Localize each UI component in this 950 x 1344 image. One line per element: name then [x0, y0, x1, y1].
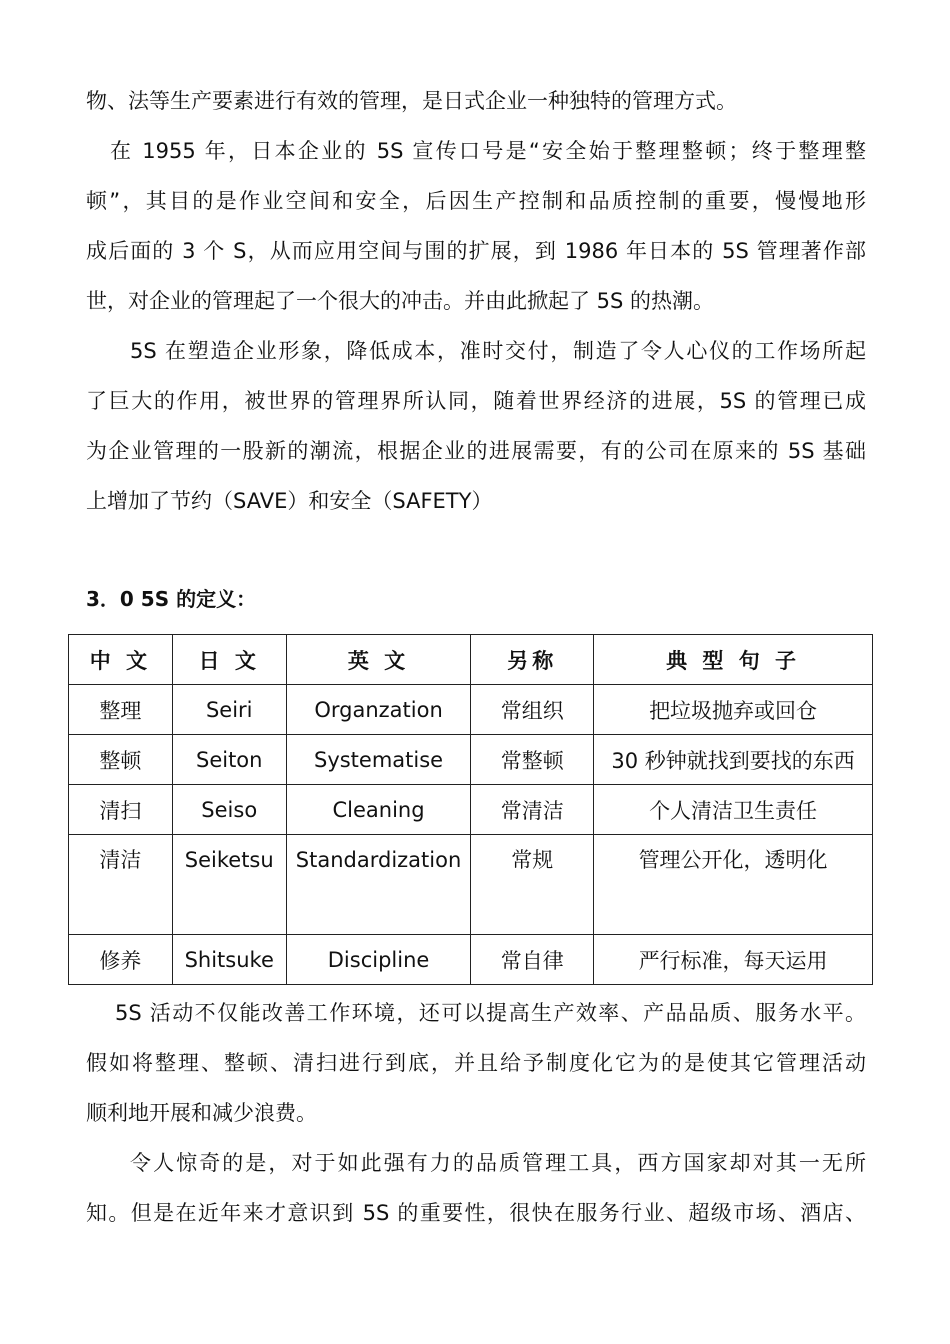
- cell-japanese: Seiketsu: [184, 848, 274, 872]
- cell-chinese: 整理: [69, 685, 173, 735]
- header-english: 英 文: [286, 635, 471, 685]
- cell-chinese: 修养: [69, 935, 173, 985]
- body-text-line: 知。但是在近年来才意识到 5S 的重要性，很快在服务行业、超级市场、酒店、: [86, 1201, 866, 1225]
- cell-sentence-wrap: [594, 835, 873, 935]
- body-text-line: 令人惊奇的是，对于如此强有力的品质管理工具，西方国家却对其一无所: [130, 1151, 866, 1175]
- definition-table: [68, 634, 873, 985]
- cell-english: Cleaning: [286, 785, 471, 835]
- cell-alias: 常自律: [471, 935, 594, 985]
- body-text-line: 假如将整理、整顿、清扫进行到底，并且给予制度化它为的是使其它管理活动: [86, 1051, 866, 1075]
- table-row: [69, 685, 873, 735]
- table-row: [69, 785, 873, 835]
- body-text-line: 顺利地开展和减少浪费。: [86, 1101, 317, 1125]
- cell-chinese: 整顿: [69, 735, 173, 785]
- cell-japanese: Seiso: [172, 785, 286, 835]
- header-typical-sentence: 典 型 句 子: [594, 635, 873, 685]
- body-text-line: 顿”，其目的是作业空间和安全，后因生产控制和品质控制的重要，慢慢地形: [86, 189, 866, 213]
- body-text-line: 成后面的 3 个 S，从而应用空间与围的扩展，到 1986 年日本的 5S 管理著作部: [86, 239, 866, 263]
- cell-alias-wrap: [471, 835, 594, 935]
- cell-alias: 常规: [511, 848, 554, 872]
- table-row: [69, 935, 873, 985]
- cell-sentence: 30 秒钟就找到要找的东西: [594, 735, 873, 785]
- body-text-line: 了巨大的作用，被世界的管理界所认同，随着世界经济的进展，5S 的管理已成: [86, 389, 866, 413]
- cell-japanese: Seiri: [172, 685, 286, 735]
- cell-sentence: 把垃圾抛弃或回仓: [594, 685, 873, 735]
- cell-japanese-wrap: [172, 835, 286, 935]
- cell-alias: 常整顿: [471, 735, 594, 785]
- cell-alias: 常清洁: [471, 785, 594, 835]
- cell-sentence: 严行标准，每天运用: [594, 935, 873, 985]
- cell-chinese-wrap: [69, 835, 173, 935]
- body-text-line: 5S 在塑造企业形象，降低成本，准时交付，制造了令人心仪的工作场所起: [130, 339, 866, 363]
- cell-english: Standardization: [286, 835, 471, 935]
- cell-english: Systematise: [286, 735, 471, 785]
- table-row: [69, 835, 873, 935]
- body-text-line: 5S 活动不仅能改善工作环境，还可以提高生产效率、产品品质、服务水平。: [115, 1001, 866, 1025]
- table-header-row: [69, 635, 873, 685]
- cell-alias: 常组织: [471, 685, 594, 735]
- body-text-line: 在 1955 年，日本企业的 5S 宣传口号是“安全始于整理整顿；终于整理整: [110, 139, 866, 163]
- body-text-line: 物、法等生产要素进行有效的管理，是日式企业一种独特的管理方式。: [86, 89, 737, 113]
- body-text-line: 上增加了节约（SAVE）和安全（SAFETY）: [86, 489, 493, 513]
- header-japanese: 日 文: [172, 635, 286, 685]
- cell-sentence: 管理公开化，透明化: [638, 848, 828, 872]
- body-text-line: 世，对企业的管理起了一个很大的冲击。并由此掀起了 5S 的热潮。: [86, 289, 715, 313]
- cell-japanese: Shitsuke: [172, 935, 286, 985]
- cell-english: Discipline: [286, 935, 471, 985]
- header-chinese: 中 文: [69, 635, 173, 685]
- cell-chinese: 清扫: [69, 785, 173, 835]
- section-heading: 3．0 5S 的定义：: [86, 587, 257, 611]
- cell-chinese: 清洁: [99, 848, 142, 872]
- body-text-line: 为企业管理的一股新的潮流，根据企业的进展需要，有的公司在原来的 5S 基础: [86, 439, 866, 463]
- header-alias: 另称: [471, 635, 594, 685]
- cell-japanese: Seiton: [172, 735, 286, 785]
- cell-english: Organzation: [286, 685, 471, 735]
- cell-sentence: 个人清洁卫生责任: [594, 785, 873, 835]
- table-row: [69, 735, 873, 785]
